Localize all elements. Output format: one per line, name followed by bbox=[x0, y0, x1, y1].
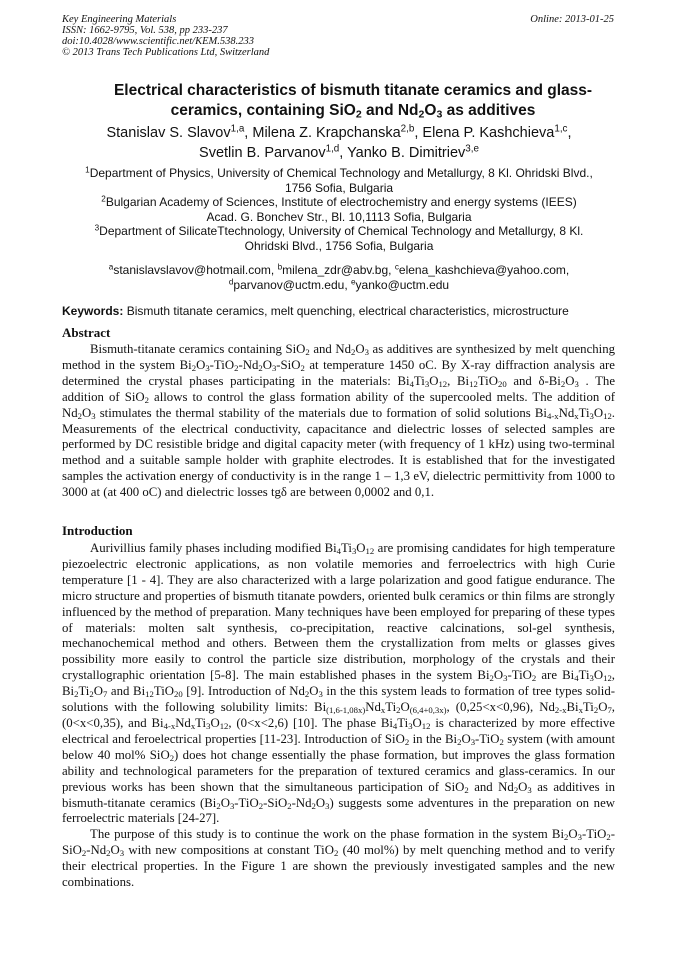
journal-header bbox=[62, 14, 269, 58]
abstract-paragraph: Bismuth-titanate ceramics containing SiO$_2$ and $Nd_2O_3$ as additives are synthesized by melt quenching method in the system $Bi_2O_3-TiO_2-Nd_2O_3-SiO_2$ at temperature 1450 oC. By X-ray diffraction analysis are determined the crystal phases participating in the materials: $Bi_4Ti_3O_{12}$, $Bi_{12}TiO_{20}$ and $\delta-Bi_2O_3$ . The addition of SiO$_2$ allows to control the glass formation ability of the supercooled melts. The addition of $Nd_2O_3$ stimulates the thermal stability of the materials due to formation of solid solutions $Bi_{4-x}Nd_xTi_3O_{12}$. Measurements of the electrical conductivity, capacitance and dielectric losses of selected samples are performed by DC resistible bridge and digital capacity meter (with frequency of 1 kHz) using two-terminal method and a suitable sample holder with graphite electrodes. It is established that for the investigated samples the activation energy of conductivity is in the range 1 – 1,3 eV, dielectric permittivity from 1000 to 3000 at (at 400 oC) and dielectric losses tgδ are between 0,0002 and 0,1. bbox=[62, 342, 615, 500]
doi-line: doi:10.4028/www.scientific.net/KEM.538.233 bbox=[62, 36, 254, 47]
email-link[interactable]: stanislavslavov@hotmail.com, bbox=[113, 263, 278, 277]
author-name: Milena Z. Krapchanska bbox=[252, 125, 401, 141]
abstract-body bbox=[62, 342, 615, 501]
author-name: Elena P. Kashchieva bbox=[422, 125, 555, 141]
title-line-1: Electrical characteristics of bismuth titanate ceramics and glass- bbox=[113, 82, 593, 99]
keywords-label: Keywords: bbox=[62, 304, 124, 318]
issn-line: ISSN: 1662-9795, Vol. 538, pp 233-237 bbox=[62, 25, 228, 36]
title-line-2: ceramics, containing SiO$_2$ and $Nd_2O_3$ as additives bbox=[170, 102, 536, 121]
email-link[interactable]: parvanov@uctm.edu, bbox=[233, 277, 351, 292]
paper-title bbox=[95, 81, 611, 121]
abstract-heading: Abstract bbox=[62, 325, 111, 340]
copyright-line: © 2013 Trans Tech Publications Ltd, Switzerland bbox=[62, 47, 270, 58]
keywords-line bbox=[62, 304, 618, 318]
online-date: Online: 2013-01-25 bbox=[530, 14, 614, 25]
affiliation-3: $^3$Department of SilicateTtechnology, University of Chemical Technology and Metallurgy, 8 Kl. Ohridski Blvd., 1756 Sofia, Bulgaria bbox=[94, 223, 584, 253]
author-name: Svetlin B. Parvanov bbox=[199, 145, 326, 161]
introduction-body bbox=[62, 541, 615, 891]
author-name: Stanislav S. Slavov bbox=[106, 125, 231, 141]
author-name: Yanko B. Dimitriev bbox=[347, 145, 466, 161]
email-link[interactable]: elena_kashchieva@yahoo.com, bbox=[398, 263, 570, 277]
introduction-paragraph-1: Aurivillius family phases including modified $Bi_4Ti_3O_{12}$ are promising candidates for high temperature piezoelectric electronic applications, as non volatile memories and ferroelectrics with high Curie temperature [1 - 4]. They are also characterized with a large polarization and good fatigue endurance. The micro structure and properties of bismuth titanate powders, oriented bulk ceramics or thin films are strongly influenced by the method of preparation. Many techniques have been employed for preparing of these types of materials: molten salt synthesis, co-precipitation, reactive calcinations, sol-gel synthesis, mechanochemical method and others. Between them the crystallization from melts or glasses gives possibility more easily to control the particle size distribution, morphology of the crystals and their crystallographic orientation [5-8]. The main established phases in the system $Bi_2O_3-TiO_2$ are $Bi_4Ti_3O_{12}$, $Bi_2Ti_2O_7$ and $Bi_{12}TiO_{20}$ [9]. Introduction of $Nd_2O_3$ in the this system leads to formation of tree types solid-solutions with the following solubility limits: $Bi_{(1,6-1,08x)}Nd_xTi_2O_{(6,4+0,3x)}$, (0,25<x<0,96), $Nd_{2-x}Bi_xTi_2O_7$, (0<x<0,35), and $Bi_{4-x}Nd_xTi_3O_{12}$, (0<x<2,6) [10]. The phase $Bi_4Ti_3O_{12}$ is characterized by more effective electrical and feroelectrical properties [11-23]. Introduction of SiO$_2$ in the $Bi_2O_3-TiO_2$ system (with amount below 40 mol% SiO$_2$) does hot change essentially the phase formation, but improves the glass formation ability and technological parameters for the preparation of textured ceramics and glass-ceramics. In our previous works has been shown that the simultaneous participation of SiO$_2$ and $Nd_2O_3$ as additives in bismuth-titanate ceramics $(Bi_2O_3-TiO_2-SiO_2-Nd_2O_3)$ suggests some adventures in the preparation on new ferroelectric materials [24-27]. bbox=[62, 541, 616, 826]
email-link[interactable]: milena_zdr@abv.bg, bbox=[282, 263, 395, 277]
introduction-paragraph-2: The purpose of this study is to continue the work on the phase formation in the system $Bi_2O_3-TiO_2-SiO_2-Nd_2O_3$ with new compositions at constant TiO$_2$ (40 mol%) by melt quenching method and to verify their electrical properties. In the Figure 1 are shown the previously investigated samples and the new combinations. bbox=[62, 827, 615, 890]
affiliation-1: $^1$Department of Physics, University of Chemical Technology and Metallurgy, 8 Kl. Ohridski Blvd., 1756 Sofia, Bulgaria bbox=[85, 165, 593, 195]
keywords-text: Bismuth titanate ceramics, melt quenching, electrical characteristics, microstructure bbox=[123, 304, 569, 318]
author-list: Stanislav S. Slavov$^{1,a}$, Milena Z. Krapchanska$^{2,b}$, Elena P. Kashchieva$^{1,c}$, Svetlin B. Parvanov$^{1,d}$, Yanko B. Dimitriev$^{3,e}$ bbox=[106, 123, 572, 161]
journal-name: Key Engineering Materials bbox=[62, 14, 177, 25]
email-link[interactable]: yanko@uctm.edu bbox=[355, 277, 450, 292]
author-emails: $^a$stanislavslavov@hotmail.com, $^b$milena_zdr@abv.bg, $^c$elena_kashchieva@yahoo.com, $^d$parvanov@uctm.edu, $^e$yanko@uctm.edu bbox=[108, 262, 570, 292]
introduction-heading: Introduction bbox=[62, 523, 133, 538]
affiliation-2: $^2$Bulgarian Academy of Sciences, Institute of electrochemistry and energy systems (IEES) Acad. G. Bonchev Str., Bl. 10,1113 Sofia, Bulgaria bbox=[101, 194, 577, 224]
